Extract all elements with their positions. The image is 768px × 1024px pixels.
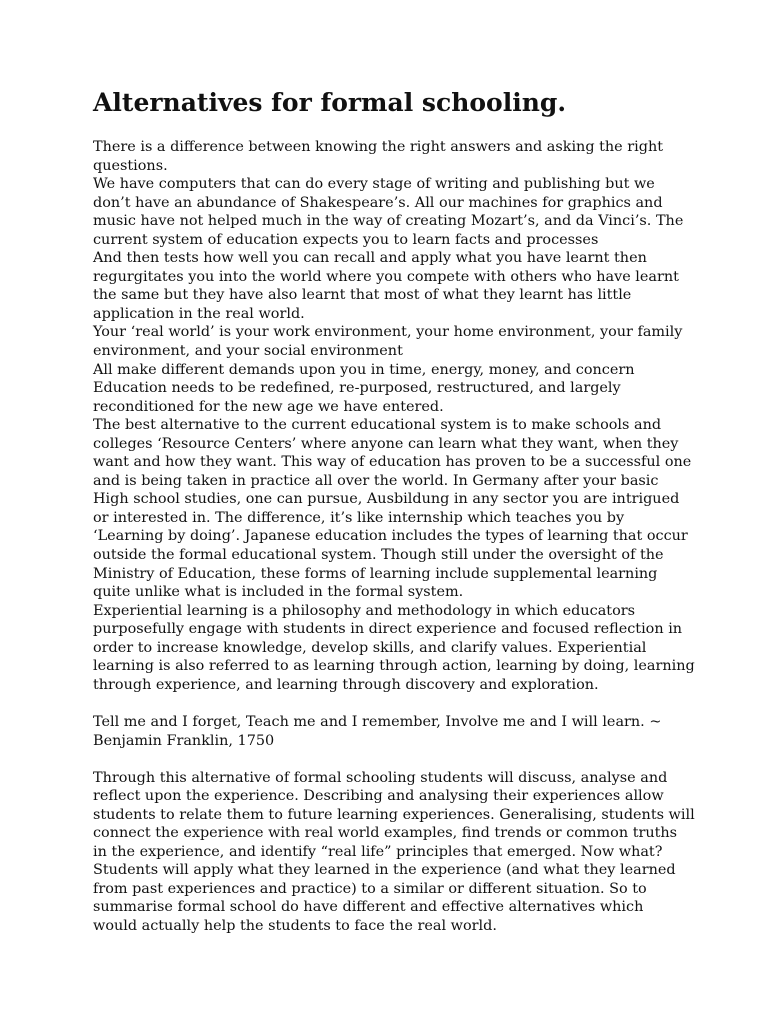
text-line: the same but they have also learnt that most of what they learnt has little [93,287,632,304]
text-line: music have not helped much in the way of creating Mozart’s, and da Vinci’s. The [93,213,684,230]
paragraph-conclusion [93,769,695,936]
text-line: questions. [93,157,168,174]
text-line: don’t have an abundance of Shakespeare’s. All our machines for graphics and [93,194,663,211]
text-line: reflect upon the experience. Describing and analysing their experiences allow [93,788,664,805]
text-line: Ministry of Education, these forms of learning include supplemental learning [93,565,658,582]
text-line: Education needs to be redefined, re-purposed, restructured, and largely [93,380,621,397]
text-line: through experience, and learning through discovery and exploration. [93,676,599,693]
text-line: students to relate them to future learning experiences. Generalising, students will [93,806,695,823]
text-line: reconditioned for the new age we have entered. [93,398,444,415]
text-line: ‘Learning by doing’. Japanese education includes the types of learning that occur [93,528,688,545]
text-line: want and how they want. This way of education has proven to be a successful one [93,454,692,471]
text-line: High school studies, one can pursue, Ausbildung in any sector you are intrigued [93,491,680,508]
text-line: application in the real world. [93,305,305,322]
document-body [93,138,695,936]
text-line: The best alternative to the current educational system is to make schools and [93,417,662,434]
text-line: environment, and your social environment [93,343,403,360]
text-line: order to increase knowledge, develop skills, and clarify values. Experiential [93,639,647,656]
paragraph-spacer [93,694,683,713]
text-line: from past experiences and practice) to a similar or different situation. So to [93,880,647,897]
text-line: connect the experience with real world examples, find trends or common truths [93,825,678,842]
text-line: regurgitates you into the world where you compete with others who have learnt [93,268,679,285]
text-line: or interested in. The difference, it’s like internship which teaches you by [93,509,625,526]
text-line: There is a difference between knowing the right answers and asking the right [93,139,663,155]
text-line: All make different demands upon you in time, energy, money, and concern [93,361,635,378]
text-line: outside the formal educational system. Though still under the oversight of the [93,547,664,564]
text-line: Tell me and I forget, Teach me and I remember, Involve me and I will learn. ~ [93,713,662,730]
paragraph-questions [93,138,695,694]
text-line: We have computers that can do every stage of writing and publishing but we [93,176,655,193]
text-line: in the experience, and identify “real life” principles that emerged. Now what? [93,843,663,860]
quote-franklin [93,713,683,750]
text-line: And then tests how well you can recall and apply what you have learnt then [93,250,647,267]
text-line: Benjamin Franklin, 1750 [93,732,275,749]
text-line: learning is also referred to as learning through action, learning by doing, learning [93,658,695,675]
text-line: and is being taken in practice all over the world. In Germany after your basic [93,472,659,489]
text-line: colleges ‘Resource Centers’ where anyone can learn what they want, when they [93,435,679,452]
text-line: summarise formal school do have different and effective alternatives which [93,899,644,916]
document-title: Alternatives for formal schooling. [93,88,567,117]
text-line: quite unlike what is included in the formal system. [93,584,464,601]
paragraph-spacer [93,750,683,769]
text-line: current system of education expects you to learn facts and processes [93,231,599,248]
text-line: would actually help the students to face the real world. [93,917,497,934]
text-line: Students will apply what they learned in the experience (and what they learned [93,862,676,879]
text-line: Through this alternative of formal schooling students will discuss, analyse and [93,769,668,786]
text-line: Experiential learning is a philosophy and methodology in which educators [93,602,636,619]
text-line: Your ‘real world’ is your work environment, your home environment, your family [93,324,683,341]
text-line: purposefully engage with students in direct experience and focused reflection in [93,621,683,638]
